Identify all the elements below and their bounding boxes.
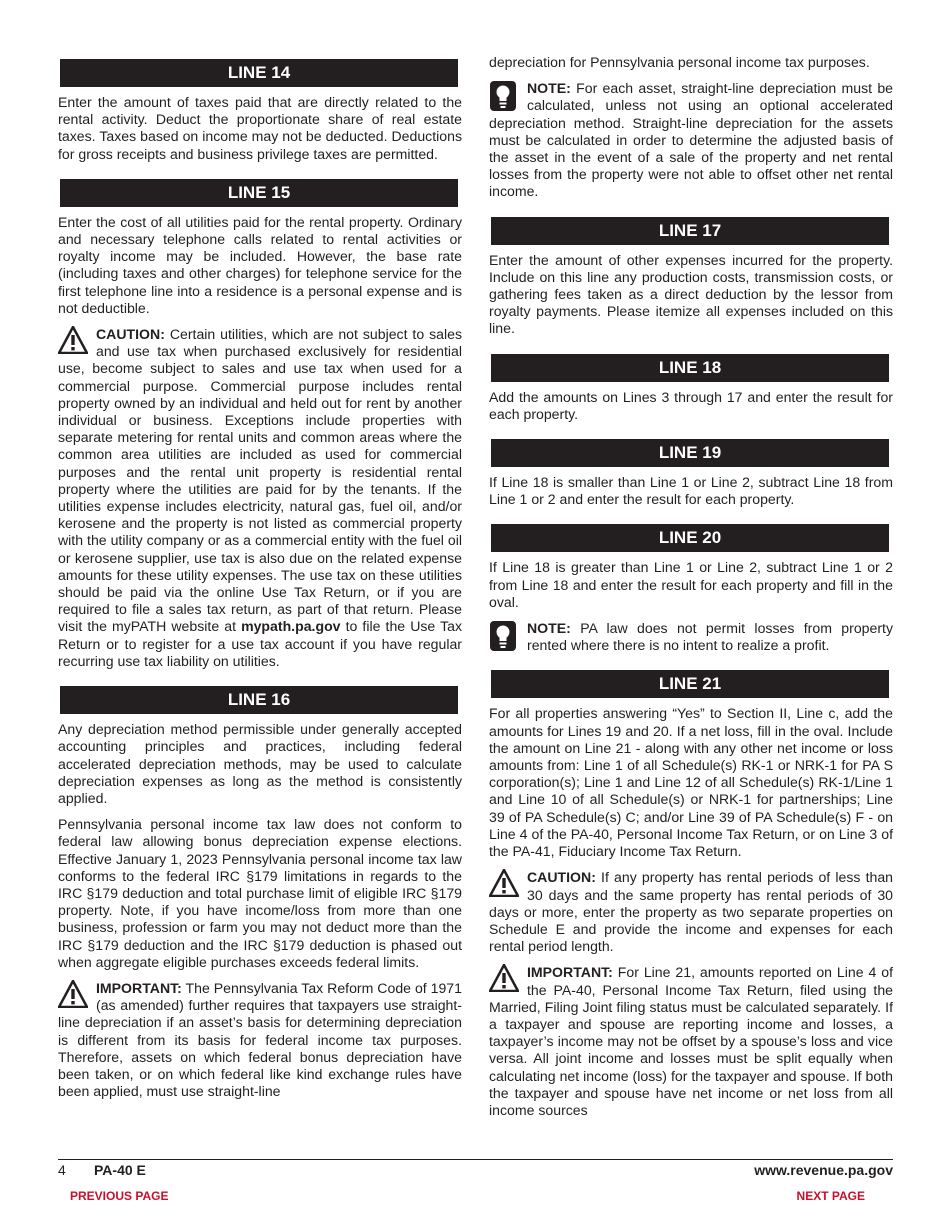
important-label: IMPORTANT: [527, 964, 613, 981]
next-page-link[interactable]: NEXT PAGE [796, 1189, 865, 1203]
line20-heading: LINE 20 [491, 524, 889, 552]
line15-text: Enter the cost of all utilities paid for the rental property. Ordinary and necessary telephone calls related to rental activities or royalty income may be included. However, the base rate (including taxes and other charges) for telephone service for the first telephone line into a residence is a personal expense and is not deductible. [58, 213, 462, 316]
line21-important [489, 964, 893, 1119]
caution-label: CAUTION: [527, 869, 596, 886]
caution-text-end: to file the Use Tax Return or to register for a use tax account if you have regular recurring use tax liability on utilities. [58, 618, 463, 669]
left-column [58, 48, 462, 1100]
line18-text: Add the amounts on Lines 3 through 17 and enter the result for each property. [489, 388, 893, 422]
important-text: For Line 21, amounts reported on Line 4 of the PA-40, Personal Income Tax Return, filed using the Married, Filing Joint filing status must be calculated separately. If a taxpayer and spouse are reporting income and losses, a taxpayer’s income may not be offset by a spouse’s loss and vice versa. All joint income and losses must be split equally when calculating net income (loss) for the taxpayer and spouse. If both the taxpayer and spouse have net income or net loss from all income sources [489, 964, 893, 1118]
line15-heading: LINE 15 [60, 179, 458, 207]
line16-heading: LINE 16 [60, 686, 458, 714]
line16-para2: Pennsylvania personal income tax law does not conform to federal law allowing bonus depreciation expense elections. Effective January 1, 2023 Pennsylvania personal income tax law conforms to the federal IRC §179 limitations in regards to the IRC §179 deduction and total purchase limit of eligible IRC §179 property. Note, if you have income/loss from more than one business, profession or farm you may not deduct more than the IRC §179 deduction and the IRC §179 deduction is phased out when aggregate eligible purchases exceeds federal limits. [58, 816, 462, 970]
line20-text: If Line 18 is greater than Line 1 or Line 2, subtract Line 1 or 2 from Line 18 and enter the result for each property and fill in the oval. [489, 559, 893, 610]
line21-caution [489, 869, 893, 955]
line17-heading: LINE 17 [491, 217, 889, 245]
line14-text: Enter the amount of taxes paid that are directly related to the rental activity. Deduct the proportionate share of real estate taxes. Taxes based on income may not be deducted. Deductions for gross receipts and business privilege taxes are permitted. [58, 94, 462, 162]
note-text: PA law does not permit losses from property rented where there is no intent to realize a profit. [527, 620, 893, 654]
line21-heading: LINE 21 [491, 670, 889, 698]
note-label: NOTE: [527, 80, 571, 97]
previous-page-link[interactable]: PREVIOUS PAGE [70, 1189, 169, 1203]
lightbulb-icon [489, 620, 521, 652]
line19-heading: LINE 19 [491, 439, 889, 467]
depreciation-note [489, 80, 893, 200]
note-label: NOTE: [527, 620, 571, 637]
footer-divider [58, 1159, 893, 1160]
page-number: 4 [58, 1162, 66, 1178]
line20-note [489, 620, 893, 654]
website-link[interactable]: www.revenue.pa.gov [754, 1162, 893, 1178]
line15-caution [58, 326, 462, 670]
caution-text: Certain utilities, which are not subject to sales and use tax when purchased exclusively for residential use, become subject to sales and use tax when used for a commercial purpose. Commercial purpose includes rental property owned by an individual and held out for rent by another individual or business. Exceptions include properties with separate metering for rental units and common areas where the common area utilities are included as used for commercial purposes and the rental unit property is residential rental property where the utilities are paid for by the tenants. If the utilities expense includes electricity, natural gas, fuel oil, and/or kerosene and the property is not listed as commercial property with the utility company or as a commercial entity with the fuel oil or kerosene supplier, use tax is also due on the related expense amounts for these utility expenses. The use tax on these utilities should be paid via the online Use Tax Return, or if you are required to file a sales tax return, as part of that return. Please visit the myPATH website at [58, 326, 462, 635]
note-text: For each asset, straight-line depreciation must be calculated, unless not using an optional accelerated depreciation method. Straight-line depreciation for the assets must be calculated in order to determine the adjusted basis of the asset in the event of a sale of the property and net rental losses from the property were not able to offset other net rental income. [489, 80, 893, 200]
important-label: IMPORTANT: [96, 979, 182, 996]
line14-heading: LINE 14 [60, 59, 458, 87]
continued-text: depreciation for Pennsylvania personal income tax purposes. [489, 54, 870, 70]
important-text: The Pennsylvania Tax Reform Code of 1971 (as amended) further requires that taxpayers use straight-line depreciation if an asset’s basis for determining depreciation is different from its basis for federal income tax purposes. Therefore, assets on which federal bonus depreciation have been taken, or on which federal like kind exchange rules have been applied, must use straight-line [58, 979, 462, 1100]
form-name: PA-40 E [94, 1162, 146, 1178]
caution-icon [489, 869, 521, 901]
line16-important [58, 980, 462, 1100]
line19-text: If Line 18 is smaller than Line 1 or Line 2, subtract Line 18 from Line 1 or 2 and enter the result for each property. [489, 474, 893, 508]
lightbulb-icon [489, 80, 521, 112]
right-column [489, 48, 893, 1119]
mypath-link[interactable]: mypath.pa.gov [241, 618, 341, 635]
caution-label: CAUTION: [96, 326, 165, 343]
warning-icon [489, 964, 521, 996]
line18-heading: LINE 18 [491, 354, 889, 382]
caution-text: If any property has rental periods of less than 30 days and the same property has rental periods of 30 days or more, enter the property as two separate properties on Schedule E and provide the income and expenses for each rental period length. [489, 869, 893, 955]
warning-icon [58, 980, 90, 1012]
caution-icon [58, 326, 90, 358]
line16-para1: Any depreciation method permissible under generally accepted accounting principles and practices, including federal accelerated depreciation methods, may be used to calculate depreciation expenses as long as the method is consistently applied. [58, 721, 462, 806]
line21-text: For all properties answering “Yes” to Section II, Line c, add the amounts for Lines 19 and 20. If a net loss, fill in the oval. Include the amount on Line 21 - along with any other net income or loss amounts from: Line 1 of all Schedule(s) RK-1 or NRK-1 for PA S corporation(s); Line 1 and Line 12 of all Schedule(s) RK-1/Line 1 and Line 10 of all Schedule(s) or NRK-1 for partnerships; Line 39 of PA Schedule(s) C; and/or Line 39 of PA Schedule(s) F - on Line 4 of the PA-40, Personal Income Tax Return, or on Line 3 of the PA-41, Fiduciary Income Tax Return. [489, 705, 893, 860]
line17-text: Enter the amount of other expenses incurred for the property. Include on this line any production costs, transmission costs, or gathering fees taken as a direct deduction by the lessor from royalty payments. Please itemize all expenses included on this line. [489, 251, 893, 337]
